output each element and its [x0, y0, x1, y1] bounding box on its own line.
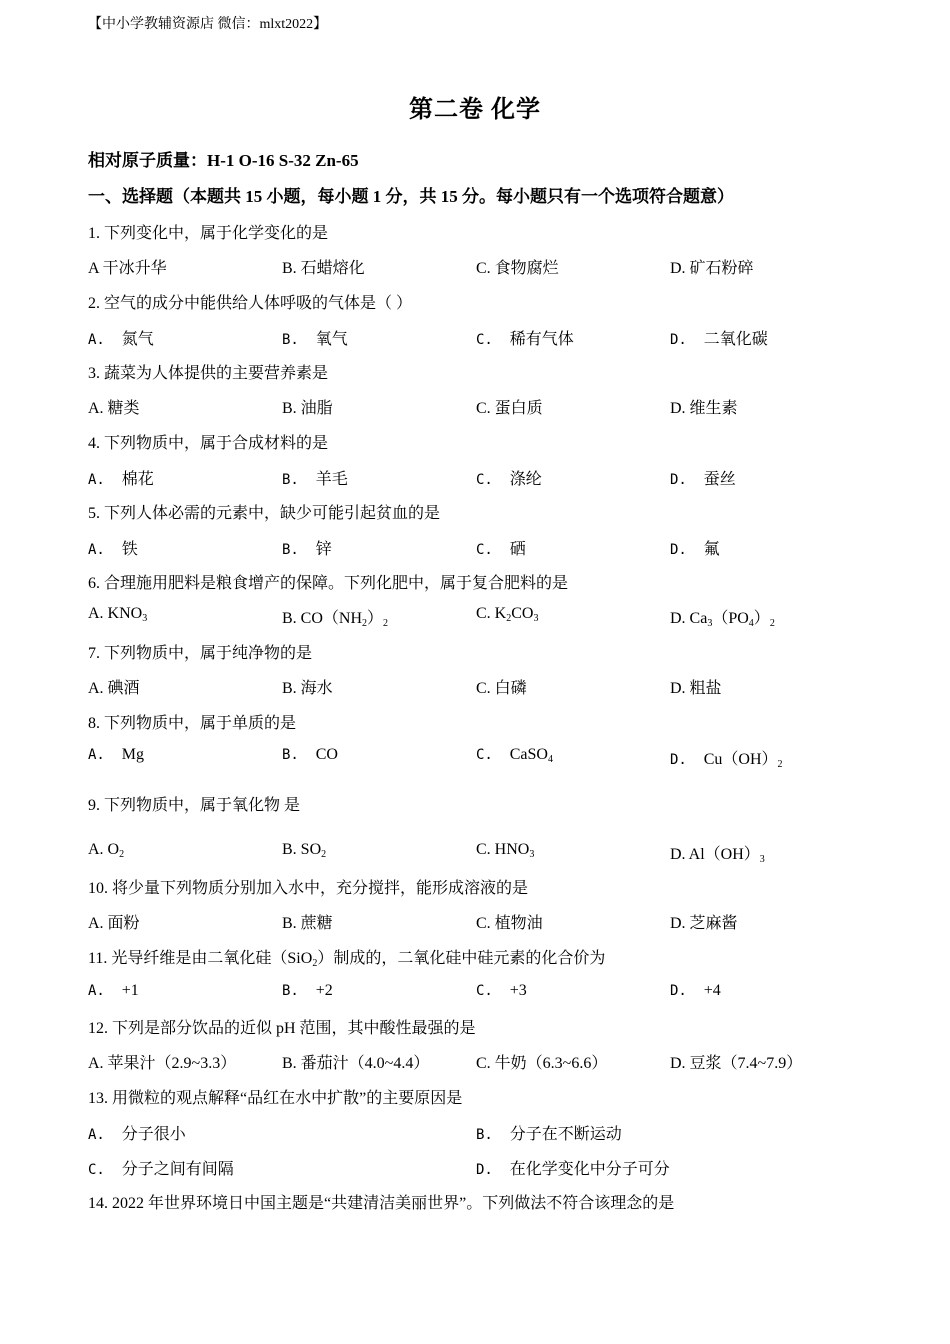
option-text: 硒 [509, 541, 526, 558]
option-letter: D. [670, 983, 687, 999]
option-text: +3 [509, 982, 527, 999]
option-text: 分子很小 [121, 1126, 186, 1143]
page-header: 【中小学教辅资源店 微信：mlxt2022】 [88, 17, 328, 32]
question-9-option-b: B. $SO_2$ [282, 841, 327, 860]
option-text: 稀有气体 [509, 331, 574, 348]
question-12-option-d: D. 豆浆（7.4~7.9） [670, 1055, 803, 1072]
option-text: 羊毛 [315, 471, 348, 488]
option-text: 铁 [121, 541, 138, 558]
option-letter: A. [88, 472, 105, 488]
option-text: 蚕丝 [703, 471, 736, 488]
option-text: 氧气 [315, 331, 348, 348]
option-text: 二氧化碳 [703, 331, 768, 348]
question-11-option-a [88, 982, 139, 1000]
option-letter: C. [476, 332, 493, 348]
question-7-option-b: B. 海水 [282, 680, 333, 697]
option-letter: A. [88, 1127, 105, 1143]
question-9-stem: 9. 下列物质中，属于氧化物 是 [88, 797, 301, 814]
question-1-option-b: B. 石蜡熔化 [282, 260, 365, 277]
option-text: 氮气 [121, 331, 154, 348]
question-12-option-b: B. 番茄汁（4.0~4.4） [282, 1055, 430, 1072]
option-letter: D. [670, 332, 687, 348]
question-9-option-d: D. $Al(OH)_3$ [670, 846, 765, 865]
question-3-option-d: D. 维生素 [670, 400, 738, 417]
option-letter: C. [476, 472, 493, 488]
option-letter: C. [476, 542, 493, 558]
question-11-stem: 11. 光导纤维是由二氧化硅（SiO$_2$）制成的，二氧化硅中硅元素的化合价为 [88, 950, 606, 969]
question-6-option-c: C. $K_2CO_3$ [476, 605, 539, 624]
option-letter: B. [476, 1127, 493, 1143]
question-13-option-d [476, 1156, 670, 1179]
question-7-option-a: A. 碘酒 [88, 680, 140, 697]
option-letter: B. [282, 332, 299, 348]
question-6-option-d: D. $Ca_3(PO_4)_2$ [670, 610, 775, 629]
question-4-option-a [88, 466, 154, 489]
question-5-option-a [88, 536, 138, 559]
question-10-option-b: B. 蔗糖 [282, 915, 333, 932]
question-7-option-d: D. 粗盐 [670, 680, 722, 697]
question-6-option-b: B. $CO(NH_2)_2$ [282, 610, 389, 629]
question-8-option-a: A. Mg [88, 746, 144, 763]
option-letter: A. [88, 542, 105, 558]
page-title: 第二卷 化学 [409, 97, 541, 123]
section-heading: 一、选择题（本题共 15 小题，每小题 1 分，共 15 分。每小题只有一个选项符合题意） [88, 187, 734, 206]
question-1-option-a: A 干冰升华 [88, 260, 167, 277]
question-13-stem: 13. 用微粒的观点解释“品红在水中扩散”的主要原因是 [88, 1090, 463, 1107]
option-text: +4 [703, 982, 721, 999]
question-3-stem: 3. 蔬菜为人体提供的主要营养素是 [88, 365, 329, 382]
question-11-option-c [476, 982, 527, 1000]
option-text: 锌 [315, 541, 332, 558]
question-8-stem: 8. 下列物质中，属于单质的是 [88, 715, 297, 732]
question-2-option-d [670, 326, 768, 349]
question-12-option-a: A. 苹果汁（2.9~3.3） [88, 1055, 237, 1072]
option-text: +2 [315, 982, 333, 999]
stem-part: ）制成的，二氧化硅中硅元素的化合价为 [317, 950, 606, 967]
question-13-option-b [476, 1121, 622, 1144]
option-letter: B. [282, 983, 299, 999]
option-text: 棉花 [121, 471, 154, 488]
question-12-option-c: C. 牛奶（6.3~6.6） [476, 1055, 608, 1072]
option-letter: D. [670, 542, 687, 558]
option-letter: A. [88, 983, 105, 999]
option-text: 氟 [703, 541, 720, 558]
question-5-option-b [282, 536, 332, 559]
option-letter: D. [670, 472, 687, 488]
option-letter: C. [88, 1162, 105, 1178]
question-8-option-b: B. CO [282, 746, 338, 763]
question-14-stem: 14. 2022 年世界环境日中国主题是“共建清洁美丽世界”。下列做法不符合该理念的是 [88, 1195, 675, 1212]
question-11-option-d [670, 982, 721, 1000]
option-letter: A. [88, 332, 105, 348]
question-4-stem: 4. 下列物质中，属于合成材料的是 [88, 435, 329, 452]
option-text: 在化学变化中分子可分 [509, 1161, 670, 1178]
question-13-option-c [88, 1156, 234, 1179]
option-letter: B. [282, 542, 299, 558]
question-9-option-a: A. $O_2$ [88, 841, 125, 860]
question-7-option-c: C. 白磷 [476, 680, 527, 697]
question-12-stem: 12. 下列是部分饮品的近似 pH 范围，其中酸性最强的是 [88, 1020, 476, 1037]
question-3-option-a: A. 糖类 [88, 400, 140, 417]
question-2-option-a [88, 326, 154, 349]
option-text: 分子在不断运动 [509, 1126, 622, 1143]
question-5-option-d [670, 536, 720, 559]
option-letter: D. [476, 1162, 493, 1178]
question-2-option-c [476, 326, 574, 349]
question-1-option-c: C. 食物腐烂 [476, 260, 559, 277]
question-11-option-b [282, 982, 333, 1000]
option-letter: B. [282, 472, 299, 488]
question-3-option-c: C. 蛋白质 [476, 400, 543, 417]
question-7-stem: 7. 下列物质中，属于纯净物的是 [88, 645, 313, 662]
question-13-option-a [88, 1121, 186, 1144]
stem-part: 11. 光导纤维是由二氧化硅（SiO [88, 950, 313, 967]
question-9-option-c: C. $HNO_3$ [476, 841, 535, 860]
question-10-option-c: C. 植物油 [476, 915, 543, 932]
question-1-option-d: D. 矿石粉碎 [670, 260, 754, 277]
question-6-stem: 6. 合理施用肥料是粮食增产的保障。下列化肥中，属于复合肥料的是 [88, 575, 569, 592]
question-10-stem: 10. 将少量下列物质分别加入水中，充分搅拌，能形成溶液的是 [88, 880, 529, 897]
question-6-option-a: A. $KNO_3$ [88, 605, 148, 624]
question-10-option-d: D. 芝麻酱 [670, 915, 738, 932]
option-text: 分子之间有间隔 [121, 1161, 234, 1178]
question-3-option-b: B. 油脂 [282, 400, 333, 417]
question-1-stem: 1. 下列变化中，属于化学变化的是 [88, 225, 329, 242]
option-text: +1 [121, 982, 139, 999]
question-5-stem: 5. 下列人体必需的元素中，缺少可能引起贫血的是 [88, 505, 441, 522]
question-4-option-d [670, 466, 736, 489]
question-5-option-c [476, 536, 526, 559]
question-4-option-c [476, 466, 542, 489]
question-2-stem: 2. 空气的成分中能供给人体呼吸的气体是（ ） [88, 295, 413, 312]
atomic-mass-line: 相对原子质量：H-1 O-16 S-32 Zn-65 [88, 151, 359, 170]
option-letter: C. [476, 983, 493, 999]
question-2-option-b [282, 326, 348, 349]
question-8-option-c: C. CaSO$_4$ [476, 746, 553, 765]
option-text: 涤纶 [509, 471, 542, 488]
question-8-option-d: D. $Cu(OH)_2$ [670, 751, 783, 770]
question-4-option-b [282, 466, 348, 489]
question-10-option-a: A. 面粉 [88, 915, 140, 932]
